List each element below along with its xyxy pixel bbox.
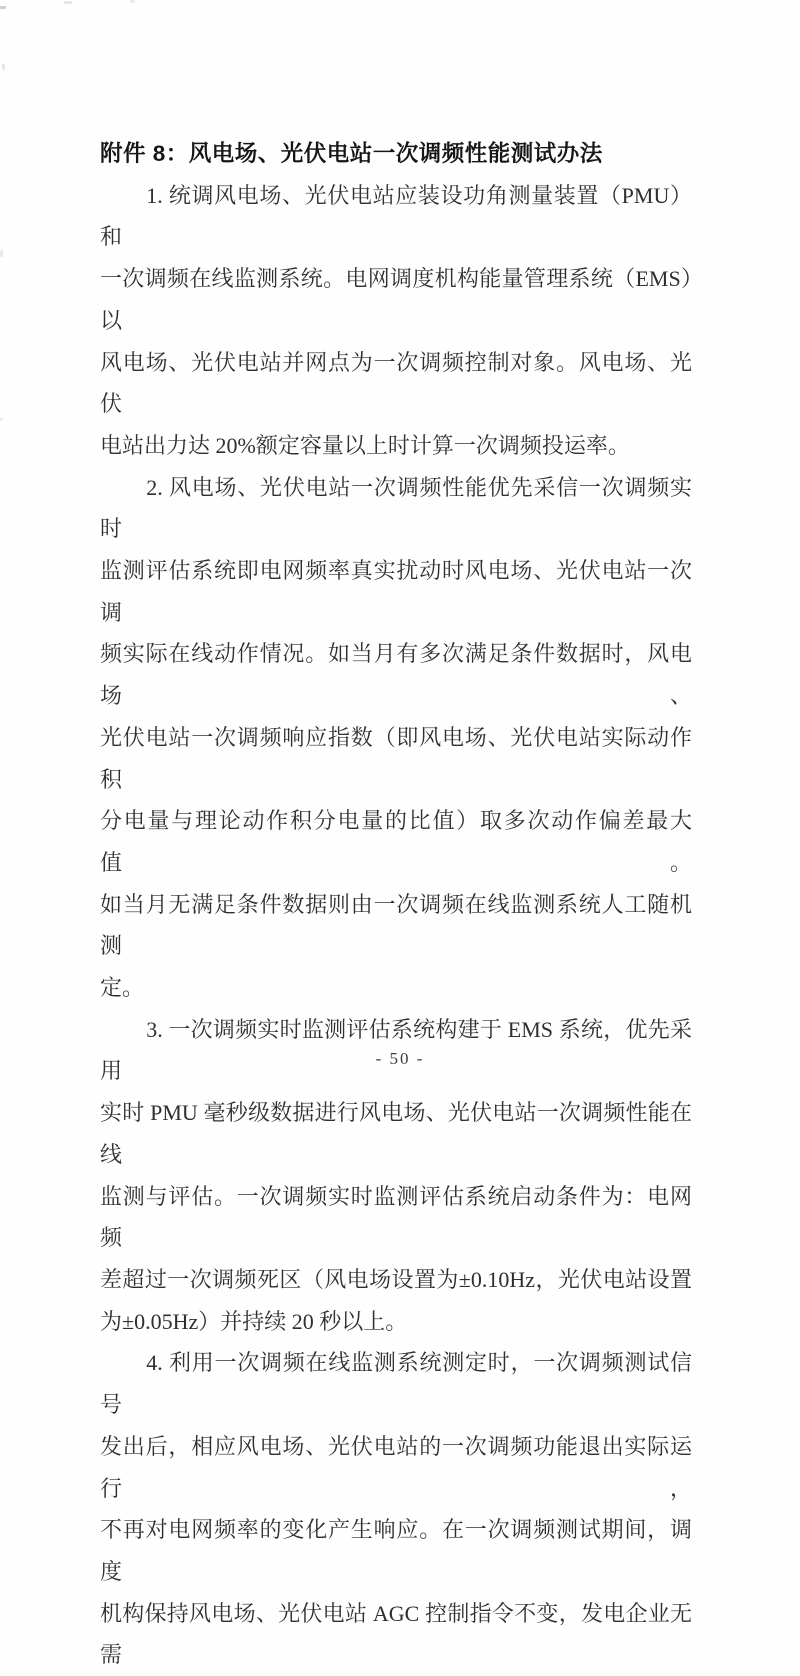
text-line: 不再对电网频率的变化产生响应。在一次调频测试期间，调度 bbox=[100, 1517, 692, 1584]
text-line: 定。 bbox=[100, 975, 145, 1001]
document-body bbox=[100, 175, 692, 1676]
page-number: - 50 - bbox=[375, 1049, 425, 1068]
scan-noise bbox=[2, 64, 5, 70]
text-line: 电站出力达 20%额定容量以上时计算一次调频投运率。 bbox=[100, 432, 630, 458]
text-line: 3. 一次调频实时监测评估系统构建于 EMS 系统，优先采用 bbox=[100, 1016, 692, 1084]
text-line: 差超过一次调频死区（风电场设置为±0.10Hz，光伏电站设置 bbox=[100, 1266, 692, 1292]
text-line: 2. 风电场、光伏电站一次调频性能优先采信一次调频实时 bbox=[100, 474, 692, 542]
text-line: 一次调频在线监测系统。电网调度机构能量管理系统（EMS）以 bbox=[100, 266, 692, 333]
text-line: 1. 统调风电场、光伏电站应装设功角测量装置（PMU）和 bbox=[100, 182, 692, 250]
text-line: 为±0.05Hz）并持续 20 秒以上。 bbox=[100, 1308, 408, 1334]
text-line: 分电量与理论动作积分电量的比值）取多次动作偏差最大值。 bbox=[100, 808, 692, 875]
text-line: 监测评估系统即电网频率真实扰动时风电场、光伏电站一次调 bbox=[100, 558, 692, 625]
text-line: 如当月无满足条件数据则由一次调频在线监测系统人工随机测 bbox=[100, 891, 692, 959]
text-line: 频实际在线动作情况。如当月有多次满足条件数据时，风电场、 bbox=[100, 641, 692, 709]
text-line: 发出后，相应风电场、光伏电站的一次调频功能退出实际运行， bbox=[100, 1433, 692, 1501]
document-title: 附件 8：风电场、光伏电站一次调频性能测试办法 bbox=[100, 141, 603, 166]
text-line: 监测与评估。一次调频实时监测评估系统启动条件为：电网频 bbox=[100, 1183, 692, 1251]
text-line: 4. 利用一次调频在线监测系统测定时，一次调频测试信号 bbox=[100, 1350, 692, 1418]
scan-noise bbox=[0, 418, 3, 421]
scan-noise bbox=[0, 6, 6, 9]
text-line: 实时 PMU 毫秒级数据进行风电场、光伏电站一次调频性能在线 bbox=[100, 1100, 692, 1167]
scan-noise bbox=[64, 1, 72, 4]
text-line: 光伏电站一次调频响应指数（即风电场、光伏电站实际动作积 bbox=[100, 724, 692, 792]
text-line: 机构保持风电场、光伏电站 AGC 控制指令不变，发电企业无需 bbox=[100, 1600, 692, 1668]
text-line: 风电场、光伏电站并网点为一次调频控制对象。风电场、光伏 bbox=[100, 349, 692, 417]
scan-noise bbox=[0, 250, 3, 257]
document-content bbox=[100, 133, 692, 1676]
scan-noise bbox=[130, 0, 135, 3]
